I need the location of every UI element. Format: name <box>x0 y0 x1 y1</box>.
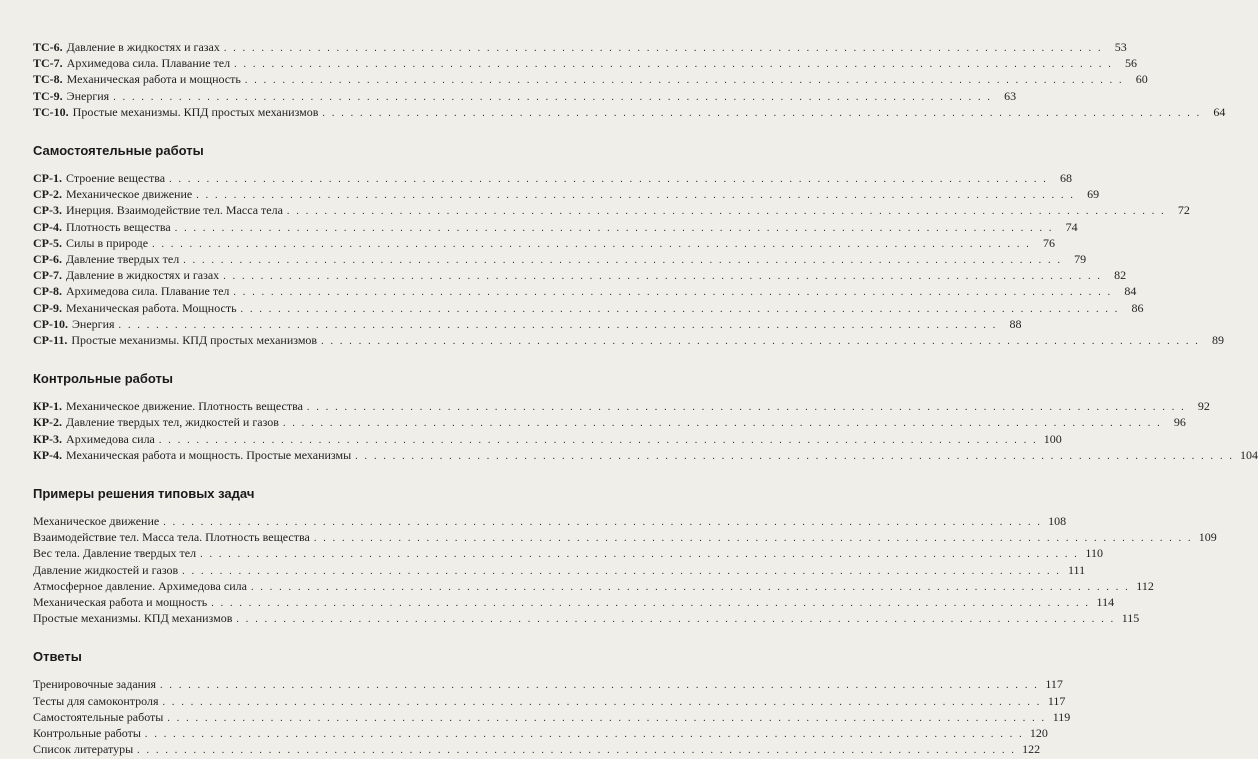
dot-leader <box>322 107 1201 121</box>
dot-leader <box>167 712 1046 726</box>
entry-title: Механическая работа и мощность <box>33 595 208 610</box>
toc-entries <box>33 171 1224 349</box>
dot-leader <box>175 222 1054 236</box>
page-number: 88 <box>1009 316 1022 331</box>
section-test-work <box>33 40 1226 121</box>
section-heading: Самостоятельные работы <box>33 143 204 159</box>
toc-entry <box>33 104 1226 121</box>
entry-code: СР-11. <box>33 333 68 348</box>
toc-entry <box>33 268 1127 284</box>
entry-code: КР-4. <box>33 447 63 462</box>
toc-entry <box>33 709 1071 726</box>
entry-code: ТС-8. <box>33 72 63 87</box>
page-number: 86 <box>1131 300 1144 315</box>
page-number: 119 <box>1052 709 1071 724</box>
dot-leader <box>163 696 1042 710</box>
entry-code: КР-2. <box>33 415 63 430</box>
page-number: 64 <box>1213 104 1226 119</box>
page-number: 108 <box>1048 514 1067 529</box>
dot-leader <box>241 303 1120 317</box>
toc-entry <box>33 219 1078 236</box>
entry-title: Строение вещества <box>66 171 166 186</box>
entry-title: Энергия <box>66 88 110 103</box>
entry-code: СР-1. <box>33 171 62 186</box>
dot-leader <box>196 189 1075 203</box>
toc-entries <box>33 40 1226 121</box>
page-number: 60 <box>1135 72 1148 87</box>
entry-title: Давление жидкостей и газов <box>33 562 179 577</box>
entry-code: ТС-10. <box>33 104 69 119</box>
entry-title: Архимедова сила. Плавание тел <box>66 56 231 71</box>
page-number: 120 <box>1029 726 1048 741</box>
toc-entry <box>33 611 1140 627</box>
toc-entries <box>33 399 1258 464</box>
toc-entry <box>33 726 1048 742</box>
page-number: 53 <box>1114 40 1127 54</box>
section-answers <box>33 649 1071 758</box>
section-solution-examples <box>33 486 1217 627</box>
page-number: 96 <box>1173 415 1186 430</box>
toc-entry <box>33 316 1022 333</box>
page-number: 117 <box>1047 693 1066 708</box>
page-number: 92 <box>1197 399 1210 414</box>
entry-code: СР-2. <box>33 187 62 202</box>
page-number: 76 <box>1042 235 1055 250</box>
toc-entry <box>33 88 1017 105</box>
dot-leader <box>160 679 1039 693</box>
entry-title: Контрольные работы <box>33 726 141 741</box>
page-number: 122 <box>1022 742 1041 757</box>
page-number: 82 <box>1114 268 1127 283</box>
toc-entry <box>33 300 1144 317</box>
toc-entry <box>33 187 1100 203</box>
toc-entry <box>33 399 1210 415</box>
dot-leader <box>283 417 1162 431</box>
entry-title: Атмосферное давление. Архимедова сила <box>33 578 247 593</box>
entry-title: Тесты для самоконтроля <box>33 693 159 708</box>
entry-title: Простые механизмы. КПД простых механизмов <box>71 333 318 348</box>
entry-title: Архимедова сила <box>66 431 155 446</box>
entry-title: Механическая работа и мощность. Простые механизмы <box>66 447 352 462</box>
dot-leader <box>113 91 992 105</box>
toc-entries <box>33 677 1071 758</box>
toc-entry <box>33 693 1066 710</box>
toc-entry <box>33 415 1186 431</box>
entry-title: Тренировочные задания <box>33 677 157 692</box>
page-number: 115 <box>1121 611 1140 626</box>
section-heading: Контрольные работы <box>33 371 173 387</box>
toc-entry <box>33 333 1224 349</box>
entry-title: Вес тела. Давление твердых тел <box>33 546 197 561</box>
page-number: 69 <box>1087 187 1100 202</box>
dot-leader <box>307 401 1186 415</box>
page-number: 84 <box>1124 284 1137 299</box>
entry-title: Механическая работа. Мощность <box>66 300 237 315</box>
entry-title: Механическое движение <box>66 187 193 202</box>
section-independent-work <box>33 143 1224 349</box>
page-number: 63 <box>1004 88 1017 103</box>
page-number: 74 <box>1065 219 1078 234</box>
dot-leader <box>245 74 1124 88</box>
entry-title: Архимедова сила. Плавание тел <box>66 284 230 299</box>
dot-leader <box>183 254 1062 268</box>
dot-leader <box>137 744 1016 758</box>
dot-leader <box>236 613 1115 627</box>
toc-entry <box>33 72 1148 88</box>
page-number: 79 <box>1074 252 1087 267</box>
entry-title: Простые механизмы. КПД простых механизмов <box>72 104 319 119</box>
dot-leader <box>159 434 1038 448</box>
toc-entry <box>33 40 1127 56</box>
dot-leader <box>355 450 1234 464</box>
page-number: 110 <box>1085 546 1103 561</box>
page-number: 109 <box>1198 530 1217 545</box>
dot-leader <box>169 173 1048 187</box>
dot-leader <box>119 319 998 333</box>
page-number: 112 <box>1136 578 1154 593</box>
page-number: 111 <box>1067 562 1086 577</box>
page-number: 117 <box>1045 677 1063 692</box>
entry-title: Давление твердых тел <box>66 252 180 267</box>
entry-title: Давление в жидкостях и газах <box>66 40 220 54</box>
entry-title: Плотность вещества <box>66 219 171 234</box>
dot-leader <box>200 548 1079 562</box>
section-control-work <box>33 371 1258 464</box>
dot-leader <box>314 532 1193 546</box>
entry-title: Инерция. Взаимодействие тел. Масса тела <box>66 203 283 218</box>
toc-entry <box>33 514 1067 530</box>
entry-code: СР-6. <box>33 252 62 267</box>
toc-entry <box>33 546 1103 562</box>
toc-entry <box>33 578 1154 595</box>
dot-leader <box>233 286 1112 300</box>
toc-entry <box>33 447 1258 464</box>
entry-code: СР-10. <box>33 316 68 331</box>
entry-code: СР-5. <box>33 235 62 250</box>
page-number: 104 <box>1240 447 1258 462</box>
entry-code: СР-7. <box>33 268 62 283</box>
entry-code: КР-1. <box>33 399 63 414</box>
entry-code: СР-9. <box>33 300 62 315</box>
page-number: 68 <box>1059 171 1072 186</box>
dot-leader <box>321 335 1200 349</box>
dot-leader <box>224 42 1103 56</box>
entry-title: Взаимодействие тел. Масса тела. Плотность вещества <box>33 530 310 545</box>
entry-title: Механическое движение. Плотность вещества <box>66 399 303 414</box>
entry-code: СР-3. <box>33 203 62 218</box>
dot-leader <box>223 270 1102 284</box>
page-number: 72 <box>1177 203 1190 218</box>
entry-code: ТС-9. <box>33 88 63 103</box>
entry-title: Механическая работа и мощность <box>66 72 241 87</box>
dot-leader <box>163 516 1042 530</box>
entry-title: Простые механизмы. КПД механизмов <box>33 611 233 626</box>
toc-entry <box>33 530 1217 546</box>
dot-leader <box>211 597 1090 611</box>
entry-title: Механическое движение <box>33 514 160 529</box>
entry-code: СР-4. <box>33 219 62 234</box>
page-number: 114 <box>1096 595 1115 610</box>
dot-leader <box>152 238 1031 252</box>
toc-entry <box>33 742 1041 758</box>
page-number: 89 <box>1212 333 1224 348</box>
page-number: 56 <box>1124 56 1137 71</box>
toc-entry <box>33 56 1137 72</box>
dot-leader <box>234 58 1113 72</box>
dot-leader <box>145 728 1024 742</box>
toc-entry <box>33 284 1137 300</box>
entry-code: ТС-6. <box>33 40 63 54</box>
toc-entry <box>33 562 1086 579</box>
toc-entries <box>33 514 1217 627</box>
toc-entry <box>33 595 1115 611</box>
section-heading: Ответы <box>33 649 82 665</box>
toc-entry <box>33 252 1087 268</box>
entry-title: Самостоятельные работы <box>33 709 164 724</box>
entry-title: Давление твердых тел, жидкостей и газов <box>66 415 279 430</box>
dot-leader <box>182 565 1061 579</box>
entry-code: ТС-7. <box>33 56 63 71</box>
dot-leader <box>287 205 1166 219</box>
toc-entry <box>33 203 1190 219</box>
toc-entry <box>33 171 1072 187</box>
dot-leader <box>251 581 1130 595</box>
page-number: 100 <box>1043 431 1062 446</box>
toc-entry <box>33 431 1062 448</box>
entry-title: Список литературы <box>33 742 134 757</box>
entry-code: СР-8. <box>33 284 62 299</box>
entry-title: Давление в жидкостях и газах <box>66 268 220 283</box>
toc-entry <box>33 677 1063 693</box>
section-heading: Примеры решения типовых задач <box>33 486 255 502</box>
toc-entry <box>33 235 1055 252</box>
entry-title: Силы в природе <box>66 235 149 250</box>
entry-title: Энергия <box>72 316 115 331</box>
entry-code: КР-3. <box>33 431 63 446</box>
